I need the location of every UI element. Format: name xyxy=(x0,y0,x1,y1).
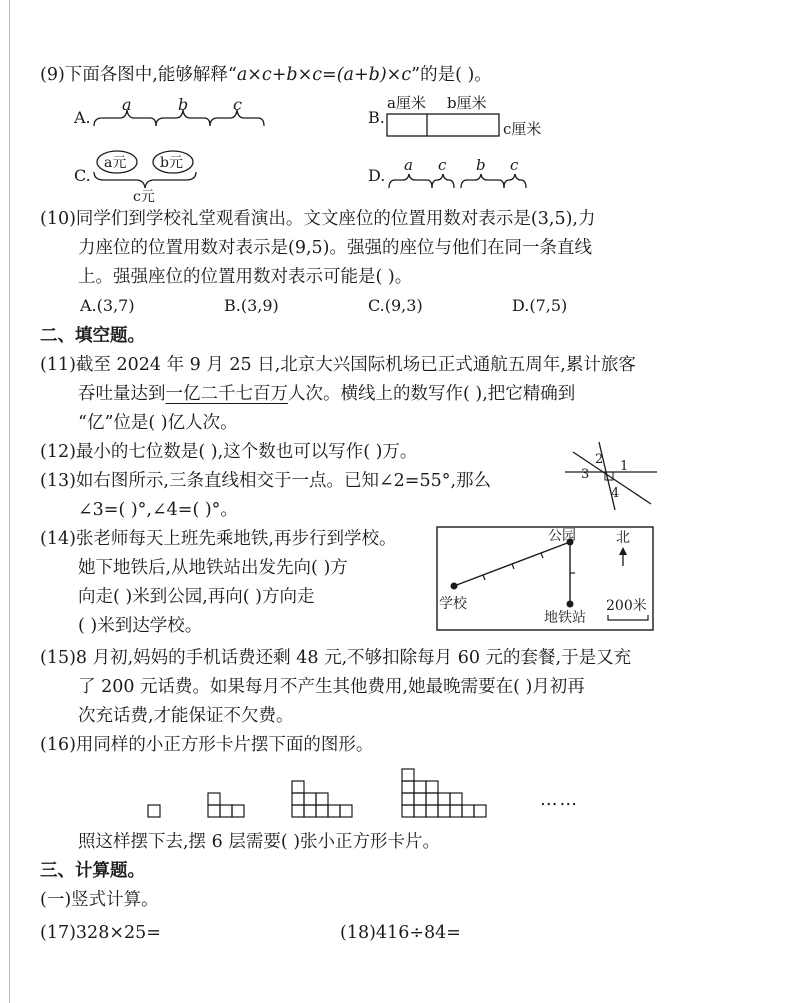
q18: (18)416÷84= xyxy=(340,923,461,943)
q9-stem xyxy=(40,67,492,85)
q15-line-1: (15)8 月初,妈妈的手机话费还剩 48 元,不够扣除每月 60 元的套餐,于是又充 xyxy=(40,648,632,668)
q9-option-c-coin-diagram xyxy=(92,148,212,204)
q16-line-1: (16)用同样的小正方形卡片摆下面的图形。 xyxy=(40,735,374,755)
q13-angle-label-1: 1 xyxy=(620,459,629,474)
q9-option-d-letter[interactable]: D. xyxy=(368,166,386,185)
q9-a-label-a: a xyxy=(122,95,132,114)
q14-line-1: (14)张老师每天上班先乘地铁,再步行到学校。 xyxy=(40,529,397,549)
q10-line-3: 上。强强座位的位置用数对表示可能是( )。 xyxy=(78,267,413,287)
q9-option-a-brace-diagram xyxy=(92,95,272,132)
q14-line-3: 向走( )米到公园,再向( )方向走 xyxy=(78,587,315,607)
map-scale-bar xyxy=(608,615,648,620)
q17: (17)328×25= xyxy=(40,923,161,943)
q11-line-3: “亿”位是( )亿人次。 xyxy=(78,413,238,433)
q11-line-2-pre: 吞吐量达到 xyxy=(78,384,166,404)
q9-c-label-c: c元 xyxy=(133,189,155,205)
q16-line-2: 照这样摆下去,摆 6 层需要( )张小正方形卡片。 xyxy=(78,832,441,852)
q9-a-label-b: b xyxy=(178,95,189,114)
q11-underlined-number: 一亿二千七百万 xyxy=(165,384,288,404)
q13-line-1: (13)如右图所示,三条直线相交于一点。已知∠2=55°,那么 xyxy=(40,471,492,491)
q14-route-map xyxy=(436,526,656,632)
q14-line-4: ( )米到达学校。 xyxy=(78,616,203,636)
q10-choice-d[interactable]: D.(7,5) xyxy=(512,296,568,315)
q11-line-1: (11)截至 2024 年 9 月 25 日,北京大兴国际机场已正式通航五周年,累计旅客 xyxy=(40,355,636,375)
section-2-heading: 二、填空题。 xyxy=(40,326,145,346)
q9-d-label-3: b xyxy=(476,156,486,174)
q16-ellipsis: …… xyxy=(540,790,579,810)
q9-option-a-letter[interactable]: A. xyxy=(74,108,91,127)
map-north-label: 北 xyxy=(616,530,630,546)
q13-angle-label-3: 3 xyxy=(581,467,590,482)
q13-line-2: ∠3=( )°,∠4=( )°。 xyxy=(78,500,238,520)
q9-stem-pre: (9)下面各图中,能够解释“ xyxy=(40,65,237,85)
q16-square-pattern xyxy=(140,764,520,824)
q9-b-label-b: b厘米 xyxy=(447,94,487,112)
q15-line-2: 了 200 元话费。如果每月不产生其他费用,她最晚需要在( )月初再 xyxy=(78,677,585,697)
q15-line-3: 次充话费,才能保证不欠费。 xyxy=(78,706,294,726)
map-scale-label: 200米 xyxy=(606,598,647,614)
q9-option-c-letter[interactable]: C. xyxy=(74,166,91,185)
q9-c-bubble-a: a元 xyxy=(104,155,127,171)
map-park-label: 公园 xyxy=(548,528,576,544)
q10-choice-c[interactable]: C.(9,3) xyxy=(368,296,423,315)
q9-d-label-1: a xyxy=(404,156,413,174)
q9-a-label-c: c xyxy=(233,95,242,114)
q9-stem-post: ”的是( )。 xyxy=(411,65,492,85)
q10-choice-a[interactable]: A.(3,7) xyxy=(80,296,135,315)
subsection-vertical-calc: (一)竖式计算。 xyxy=(40,890,159,910)
map-school-label: 学校 xyxy=(439,596,467,612)
page-margin-line xyxy=(9,0,10,1003)
q9-formula: a×c+b×c=(a+b)×c xyxy=(236,65,412,85)
q9-option-b-letter[interactable]: B. xyxy=(368,108,385,127)
map-station-label: 地铁站 xyxy=(544,610,586,626)
q9-c-bubble-b: b元 xyxy=(160,155,183,171)
q13-angle-diagram xyxy=(565,440,660,515)
q12-line: (12)最小的七位数是( ),这个数也可以写作( )万。 xyxy=(40,442,418,462)
q9-d-label-2: c xyxy=(438,156,447,174)
q13-angle-label-2: 2 xyxy=(595,452,604,467)
q9-option-d-brace-diagram xyxy=(387,154,527,194)
q9-d-label-4: c xyxy=(510,156,519,174)
q11-line-2 xyxy=(78,386,575,404)
q10-line-2: 力座位的位置用数对表示是(9,5)。强强的座位与他们在同一条直线 xyxy=(78,238,592,258)
q11-line-2-post: 人次。横线上的数写作( ),把它精确到 xyxy=(288,384,576,404)
q9-option-b-rect-diagram xyxy=(385,92,555,142)
q13-angle-label-4: 4 xyxy=(611,486,620,501)
q10-choice-b[interactable]: B.(3,9) xyxy=(224,296,279,315)
q10-line-1: (10)同学们到学校礼堂观看演出。文文座位的位置用数对表示是(3,5),力 xyxy=(40,209,596,229)
q14-line-2: 她下地铁后,从地铁站出发先向( )方 xyxy=(78,558,348,578)
q9-b-label-c: c厘米 xyxy=(503,120,542,138)
q9-b-label-a: a厘米 xyxy=(387,94,426,112)
section-3-heading: 三、计算题。 xyxy=(40,861,145,881)
